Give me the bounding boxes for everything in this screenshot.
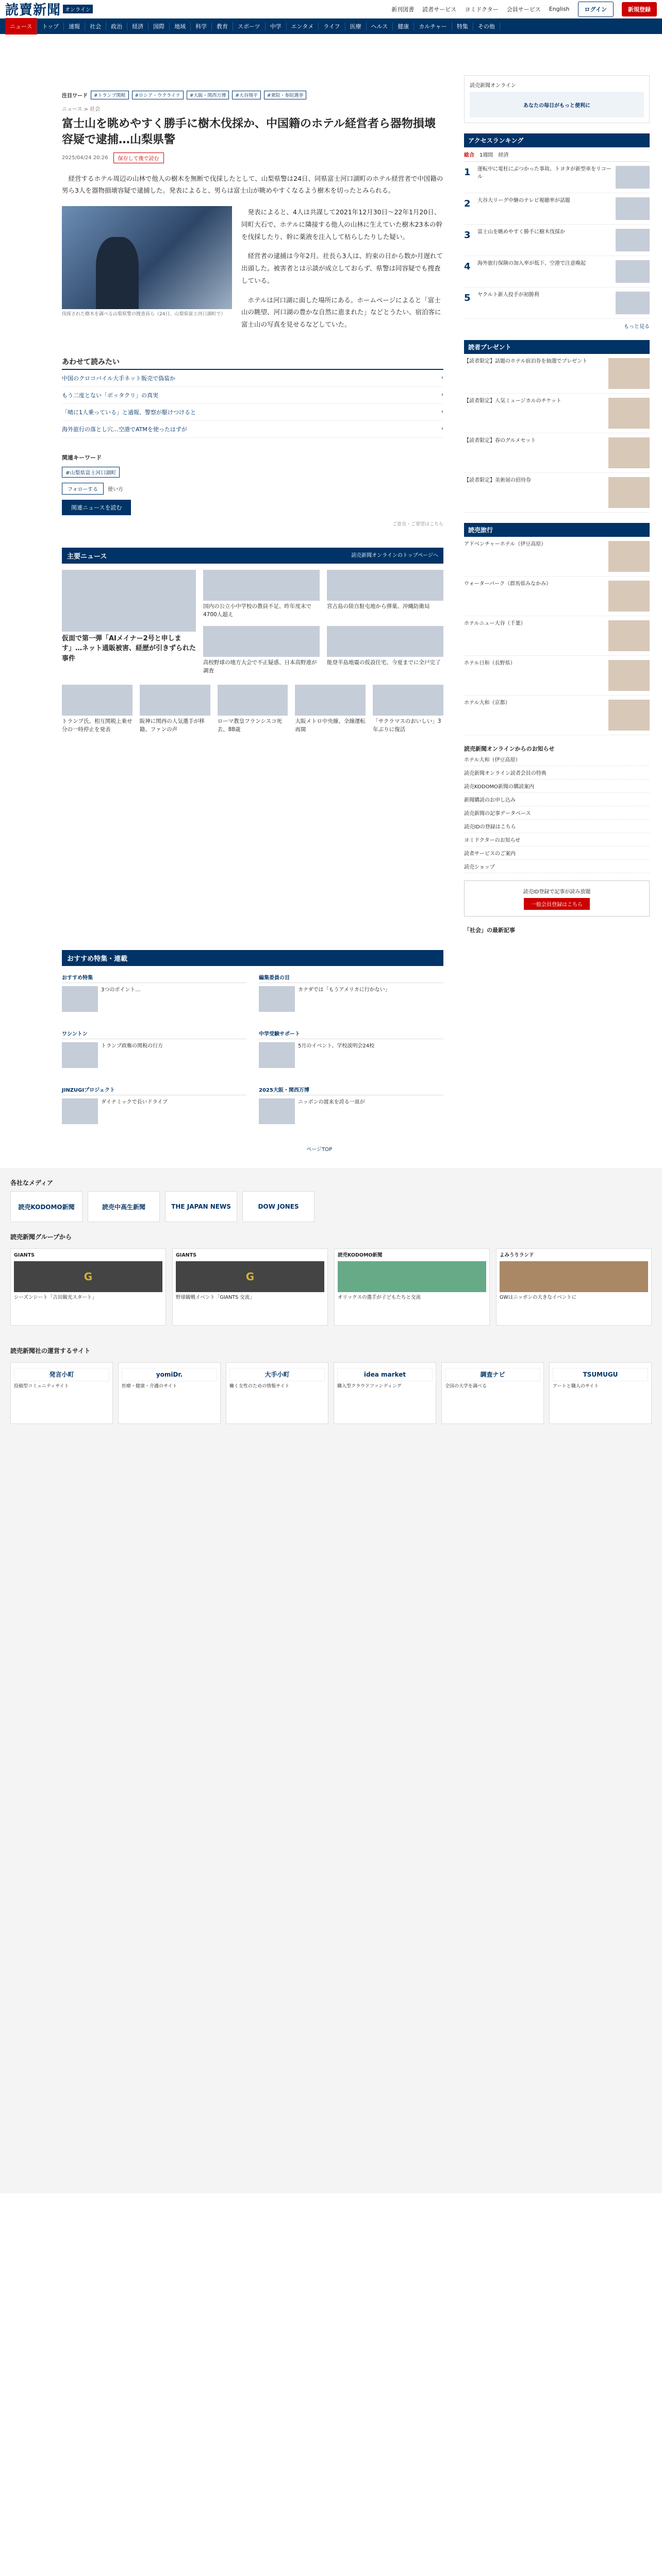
recommend-col-label: おすすめ特集: [62, 973, 246, 983]
present-item[interactable]: [464, 354, 650, 394]
recommend-thumbnail: [259, 1042, 295, 1068]
travel-item[interactable]: [464, 616, 650, 656]
top-news-feature[interactable]: [62, 570, 196, 675]
related-item-label: 「晴に1人乗っている」と通報、警察が駆けつけると: [62, 409, 196, 416]
related-item-label: 中国のクロコバイル大手ネット販売で偽装か: [62, 375, 175, 382]
sidebar-promo-banner: あなたの毎日がもっと便利に: [470, 92, 644, 117]
notice-link[interactable]: 読売新聞の記事データベース: [464, 806, 650, 820]
present-thumbnail: [608, 477, 650, 508]
keyword-tag[interactable]: #トランプ関税: [91, 91, 129, 99]
present-item[interactable]: [464, 473, 650, 513]
travel-title: ホテル大和（京都）: [464, 700, 510, 706]
news-thumbnail: [373, 685, 443, 716]
recommend-item[interactable]: [62, 1098, 246, 1124]
recommend-thumbnail: [62, 1098, 98, 1124]
news-title: ローマ教皇フランシスコ死去、88歳: [217, 718, 283, 733]
news-item[interactable]: [373, 685, 443, 734]
nav-link-books[interactable]: 新刊図書: [391, 6, 415, 13]
travel-item[interactable]: [464, 696, 650, 735]
keyword-label: 注目ワード: [62, 93, 88, 99]
nav-link-english[interactable]: English: [549, 6, 570, 12]
notice-link[interactable]: 読売ショップ: [464, 860, 650, 873]
keyword-tag[interactable]: #大阪・関西万博: [187, 91, 229, 99]
recommend-col-label: 2025大阪・関西万博: [259, 1086, 443, 1095]
register-text: 読売ID登録で記事が読み放題: [523, 889, 591, 895]
cat-tab-world[interactable]: 国際: [148, 22, 170, 30]
notice-link[interactable]: 読者サービスのご案内: [464, 846, 650, 860]
photo-row: [62, 206, 443, 331]
ranking-thumbnail: [616, 260, 650, 283]
footer-site-grid: [10, 1362, 652, 1424]
article-meta: [62, 152, 443, 163]
recommend-col: [259, 1086, 443, 1129]
media-logo[interactable]: DOW JONES: [242, 1191, 315, 1222]
nav-link-reader-service[interactable]: 読者サービス: [422, 6, 457, 13]
news-item[interactable]: [295, 685, 366, 734]
notice-link[interactable]: 読売IDの登録はこちら: [464, 820, 650, 833]
recommend-heading: おすすめ特集・連載: [67, 955, 128, 963]
news-item[interactable]: [62, 685, 133, 734]
top-nav: [391, 2, 657, 17]
site-logo: 発言小町: [14, 1368, 109, 1381]
recommend-thumbnail: [62, 1042, 98, 1068]
news-item[interactable]: [218, 685, 288, 734]
news-thumbnail: [327, 626, 443, 657]
site-logo: idea market: [337, 1368, 433, 1381]
travel-heading: 読売旅行: [464, 523, 650, 537]
media-logo[interactable]: THE JAPAN NEWS: [165, 1191, 237, 1222]
media-logo[interactable]: 読売中高生新聞: [88, 1191, 160, 1222]
group-text: GWはニッポンの大きなイベントに: [500, 1295, 577, 1301]
travel-title: ホテル日和（長野県）: [464, 660, 516, 666]
travel-item[interactable]: [464, 577, 650, 616]
news-thumbnail: [203, 626, 320, 657]
ranking-thumbnail: [616, 197, 650, 220]
travel-title: ホテルニュー大谷（千葉）: [464, 621, 526, 626]
travel-item[interactable]: [464, 656, 650, 696]
top-news-band: [62, 548, 443, 564]
recommend-title: 3つのポイント…: [101, 987, 141, 993]
ranking-tab-all[interactable]: 総合: [464, 152, 474, 158]
article-paragraph: 経営者の逮捕は今年2月。社長ら3人は、約束の日から数か月遅れて出頭した。被害者とは示談が成立しておらず、県警は同容疑でも捜査している。: [241, 252, 443, 284]
ranking-tab-week[interactable]: 1週間: [479, 152, 493, 158]
cat-tab-society[interactable]: 社会: [85, 22, 106, 30]
site-card[interactable]: [10, 1362, 113, 1424]
news-title: 阪神に関西の人気選手が移籍、ファンの声: [139, 718, 205, 733]
news-item[interactable]: [203, 626, 320, 675]
site-logo: TSUMUGU: [553, 1368, 648, 1381]
keyword-tag[interactable]: #大谷翔平: [232, 91, 261, 99]
news-thumbnail: [62, 685, 133, 716]
present-item[interactable]: [464, 433, 650, 473]
ranking-thumbnail: [616, 166, 650, 189]
related-item[interactable]: [62, 421, 443, 438]
group-org: よみうりランド: [500, 1252, 534, 1259]
site-card[interactable]: [441, 1362, 544, 1424]
sidebar: [454, 34, 650, 1129]
article-date: 2025/04/24 20:26: [62, 155, 108, 161]
notice-link[interactable]: 新聞購読のお申し込み: [464, 793, 650, 806]
related-item[interactable]: [62, 387, 443, 404]
cat-tab-sports[interactable]: スポーツ: [233, 22, 266, 30]
news-title: 高校野球の地方大会で不正疑惑、日本高野連が調査: [203, 659, 317, 674]
group-org: 読売KODOMO新聞: [338, 1252, 383, 1259]
related-item[interactable]: [62, 370, 443, 387]
article-paragraph: ホテルは河口湖に面した場所にある。ホームページによると「富士山の眺望、河口湖の豊かな自然に恵まれた」などとうたい、宿泊客に富士山の写真を見せるなどしていた。: [241, 296, 441, 329]
notice-link[interactable]: ホテル大和（伊豆高原）: [464, 753, 650, 766]
site-card[interactable]: [118, 1362, 221, 1424]
page-top-link[interactable]: ページTOP: [306, 1147, 332, 1153]
recommend-item[interactable]: [62, 1042, 246, 1068]
cat-tab-entertainment[interactable]: エンタメ: [287, 22, 319, 30]
ranking-title: ヤクルト新人投手が初勝利: [477, 292, 539, 298]
site-desc: 医療・健康・介護のサイト: [122, 1384, 177, 1389]
group-card[interactable]: [496, 1248, 652, 1326]
present-title: 【読者限定】話題のホテル宿泊券を抽選でプレゼント: [464, 359, 588, 364]
present-thumbnail: [608, 358, 650, 389]
group-card[interactable]: [334, 1248, 490, 1326]
group-image: [338, 1261, 486, 1292]
group-card[interactable]: [10, 1248, 166, 1326]
related-heading: [62, 357, 443, 370]
site-desc: 購入型クラウドファンディング: [337, 1384, 402, 1389]
chevron-right-icon: ›: [441, 408, 443, 415]
related-news-button[interactable]: 関連ニュースを読む: [62, 500, 131, 515]
cat-tab-junior[interactable]: 中学: [266, 22, 287, 30]
site-card[interactable]: [334, 1362, 436, 1424]
recommend-item[interactable]: [62, 986, 246, 1012]
ranking-number: 1: [464, 167, 471, 178]
footer-sites-heading: 読売新聞社の運営するサイト: [10, 1347, 91, 1355]
news-title: 仮面で第一弾「AIメイナー2号と申します」…ネット通販被害、経歴が引きずられた事件: [62, 634, 196, 663]
notice-list: [464, 753, 650, 873]
ranking-tabs: [464, 147, 650, 162]
recommend-col-label: ワシントン: [62, 1029, 246, 1039]
follow-button[interactable]: フォローする: [62, 483, 104, 495]
top-news-grid: [203, 570, 443, 675]
site-logo[interactable]: 読賣新聞: [5, 3, 61, 18]
news-title: 「サクラマスのおいしい」3年ぶりに復活: [373, 718, 441, 733]
ranking-title: 富士山を眺めやすく勝手に樹木伐採か: [477, 229, 565, 235]
cat-tab-economy[interactable]: 経済: [127, 22, 148, 30]
travel-thumbnail: [608, 700, 650, 731]
group-image: G: [176, 1261, 324, 1292]
site-desc: アートと職人のサイト: [553, 1384, 599, 1389]
news-title: 宮古島の陸自駐屯地から弾薬、沖縄防衛局: [327, 603, 430, 609]
top-news-more-link[interactable]: 読売新聞オンラインのトップページへ: [351, 552, 438, 558]
ranking-item[interactable]: [464, 162, 650, 193]
register-button[interactable]: 一般会員登録はこちら: [524, 898, 590, 910]
nav-link-member[interactable]: 会員サービス: [506, 6, 541, 13]
recommend-title: トランプ政権の関税の行方: [101, 1043, 163, 1049]
ranking-more-link[interactable]: もっと見る: [624, 324, 650, 330]
register-box: [464, 880, 650, 917]
ranking-item[interactable]: [464, 287, 650, 319]
news-title: トランプ氏、相互関税上乗せ分の一時停止を発表: [62, 718, 133, 733]
present-title: 【読者限定】人気ミュージカルのチケット: [464, 398, 561, 404]
article-title: 富士山を眺めやすく勝手に樹木伐採か、中国籍のホテル経営者ら器物損壊容疑で逮捕…山梨県警: [62, 117, 436, 146]
news-title: 能登半島地震の仮設住宅、今夏までに全戸完了: [327, 659, 441, 666]
ranking-number: 2: [464, 198, 471, 209]
travel-thumbnail: [608, 660, 650, 691]
recommend-col-label: JINZUGIプロジェクト: [62, 1086, 246, 1095]
news-thumbnail: [295, 685, 366, 716]
present-heading: 読者プレゼント: [464, 340, 650, 354]
site-logo: 大手小町: [229, 1368, 325, 1381]
chevron-right-icon: ›: [441, 425, 443, 432]
related-keywords-heading: 関連キーワード: [62, 454, 102, 461]
ranking-thumbnail: [616, 292, 650, 314]
site-logo: yomiDr.: [122, 1368, 217, 1381]
keyword-tag[interactable]: #山梨県富士河口湖町: [62, 467, 120, 478]
cat-tab-news[interactable]: ニュース: [5, 18, 37, 35]
group-text: 野球観戦イベント「GIANTS 交流」: [176, 1295, 255, 1301]
travel-item[interactable]: [464, 537, 650, 577]
recommend-thumbnail: [259, 986, 295, 1012]
article-body-side: [241, 206, 443, 331]
site-logo: 調査ナビ: [445, 1368, 540, 1381]
chevron-right-icon: ›: [441, 391, 443, 398]
footer-media-heading: 各社なメディア: [10, 1179, 54, 1187]
present-title: 【読者限定】美術展の招待券: [464, 478, 531, 483]
sidebar-promo[interactable]: [464, 75, 650, 123]
ranking-title: 海外旅行保険の加入率が低下、空港で注意喚起: [477, 261, 586, 266]
ranking-title: 大谷大リーグ中継のテレビ視聴率が話題: [477, 198, 570, 204]
group-card[interactable]: [172, 1248, 328, 1326]
group-text: シーズンシート「吉田観光スタート」: [14, 1295, 97, 1301]
group-image: [500, 1261, 648, 1292]
cat-tab-top[interactable]: トップ: [37, 22, 64, 30]
cat-tab-medical[interactable]: 医療: [345, 22, 367, 30]
recommend-col-label: 中学受験サポート: [259, 1029, 443, 1039]
cat-tab-education[interactable]: 教育: [212, 22, 233, 30]
recommend-thumbnail: [259, 1098, 295, 1124]
recommend-title: ニッポンの渡来を誇る一皿が: [298, 1099, 365, 1106]
site-desc: 投稿型コミュニティサイト: [14, 1384, 69, 1389]
notice-heading: 読売新聞オンラインからのお知らせ: [464, 745, 555, 752]
site-card[interactable]: [226, 1362, 328, 1424]
related-keywords: [62, 467, 443, 478]
top-news-lead: [62, 570, 443, 675]
notice-link[interactable]: ヨミドクターのお知らせ: [464, 833, 650, 846]
ranking-number: 5: [464, 293, 471, 303]
save-for-later-button[interactable]: 保存して後で読む: [113, 152, 164, 163]
group-org: GIANTS: [14, 1252, 35, 1259]
footer-media-row: [10, 1191, 652, 1222]
chevron-right-icon: ›: [441, 374, 443, 381]
recommend-col: [62, 1086, 246, 1129]
top-news-heading: 主要ニュース: [67, 552, 107, 561]
recommend-item[interactable]: [259, 1098, 443, 1124]
site-logo-sub: オンライン: [63, 5, 93, 13]
recommend-col: [259, 1029, 443, 1073]
related-heading-label: あわせて読みたい: [62, 358, 120, 366]
follow-row: [62, 483, 443, 495]
news-thumbnail: [327, 570, 443, 601]
related-list: [62, 370, 443, 438]
top-news-row: [62, 685, 443, 734]
news-item[interactable]: [327, 570, 443, 619]
keyword-tag[interactable]: #ロシア・ウクライナ: [132, 91, 184, 99]
article-lead: 経営するホテル周辺の山林で他人の樹木を無断で伐採したとして、山梨県警は24日、同県富士河口湖町のホテル経営者で中国籍の男ら3人を器物損壊容疑で逮捕した。発表によると、男らは富士山が眺めやすくなるよう樹木を切ったとみられる。: [62, 174, 443, 195]
cat-tab-special[interactable]: 特集: [452, 22, 473, 30]
recommend-item[interactable]: [259, 986, 443, 1012]
top-header: [0, 0, 662, 19]
news-thumbnail: [62, 570, 196, 632]
cat-tab-culture[interactable]: カルチャー: [414, 22, 452, 30]
recommend-title: ダイナミックで長いドライブ: [101, 1099, 168, 1106]
login-button[interactable]: ログイン: [578, 2, 614, 17]
subscribe-button[interactable]: 新規登録: [622, 2, 657, 16]
present-thumbnail: [608, 398, 650, 429]
footer-group-heading: 読売新聞グループから: [10, 1233, 72, 1241]
cat-tab-politics[interactable]: 政治: [106, 22, 127, 30]
notice-link[interactable]: 読売KODOMO新聞の購読案内: [464, 779, 650, 793]
news-title: 国内の公立小中学校の教員不足、昨年度末で4700人超え: [203, 603, 311, 618]
cat-tab-science[interactable]: 科学: [191, 22, 212, 30]
ranking-number: 4: [464, 261, 471, 272]
ranking-thumbnail: [616, 229, 650, 251]
travel-title: アドベンチャーホテル（伊豆高原）: [464, 541, 547, 547]
related-item[interactable]: [62, 404, 443, 421]
category-nav: [0, 19, 662, 34]
cat-tab-other[interactable]: その他: [473, 22, 500, 30]
local-heading: 「社会」の最新記事: [464, 927, 515, 934]
recommend-col: [62, 973, 246, 1017]
cat-tab-local[interactable]: 地域: [170, 22, 191, 30]
news-item[interactable]: [203, 570, 320, 619]
recommend-col: [259, 973, 443, 1017]
ranking-number: 3: [464, 230, 471, 241]
travel-thumbnail: [608, 541, 650, 572]
page-wrap: [0, 34, 662, 1129]
main-column: [10, 34, 454, 1129]
recommend-title: 5月のイベント、学校説明会24校: [298, 1043, 375, 1049]
group-image: G: [14, 1261, 162, 1292]
present-thumbnail: [608, 437, 650, 468]
recommend-col: [62, 1029, 246, 1073]
news-title: 大阪メトロ中央線、全線運転再開: [295, 718, 366, 733]
cat-tab-health[interactable]: ヘルス: [367, 22, 393, 30]
sidebar-promo-title: 読売新聞オンライン: [470, 83, 516, 89]
footer: [0, 1168, 662, 2193]
ranking-tab-economy[interactable]: 経済: [498, 152, 509, 158]
article-photo[interactable]: [62, 206, 232, 309]
feedback-link[interactable]: ご意見・ご要望はこちら: [392, 521, 443, 527]
travel-thumbnail: [608, 581, 650, 612]
keyword-tag[interactable]: #衆院・参院選挙: [264, 91, 307, 99]
group-org: GIANTS: [176, 1252, 196, 1259]
notice-link[interactable]: 読売新聞オンライン読者会員の特典: [464, 766, 650, 779]
footer-group-grid: [10, 1248, 652, 1326]
site-card[interactable]: [549, 1362, 652, 1424]
breadcrumb[interactable]: ニュース > 社会: [62, 107, 101, 112]
ranking-item[interactable]: [464, 193, 650, 225]
recommend-title: カナダでは「もうアメリカに行かない」: [298, 987, 390, 993]
follow-help-link[interactable]: 使い方: [108, 486, 123, 493]
cat-tab-life[interactable]: ライフ: [319, 22, 345, 30]
recommend-thumbnail: [62, 986, 98, 1012]
news-thumbnail: [218, 685, 288, 716]
recommend-band: [62, 950, 443, 966]
news-item[interactable]: [327, 626, 443, 675]
nav-link-yomidr[interactable]: ヨミドクター: [465, 6, 499, 13]
ranking-item[interactable]: [464, 225, 650, 256]
travel-title: ウォーターパーク（群馬県みなかみ）: [464, 581, 552, 587]
related-item-label: 海外旅行の落とし穴…空港でATMを使ったはずが: [62, 426, 187, 433]
related-item-label: もう二度とない「ボッタクリ」の真実: [62, 392, 158, 399]
ranking-item[interactable]: [464, 256, 650, 287]
cat-tab-wellness[interactable]: 健康: [393, 22, 414, 30]
site-desc: 働く女性のための情報サイト: [229, 1384, 290, 1389]
ranking-title: 運転中に電柱にぶつかった事故、トヨタが新型車をリコール: [477, 166, 611, 180]
article-paragraph: 発表によると、4人は共謀して2021年12月30日〜22年1月20日、同町大石で、ホテルに隣接する他人の山林に生えていた樹木23本の幹を伐採したり、幹に薬液を注入して枯らしたりした疑い。: [241, 208, 443, 241]
travel-thumbnail: [608, 620, 650, 651]
present-title: 【読者限定】春のグルメセット: [464, 438, 536, 444]
photo-caption: 伐採された樹木を調べる山梨県警の捜査員ら（24日、山梨県富士河口湖町で）: [62, 312, 226, 317]
news-item[interactable]: [140, 685, 210, 734]
recommend-grid: [62, 973, 443, 1129]
media-logo[interactable]: 読売KODOMO新聞: [10, 1191, 82, 1222]
news-thumbnail: [203, 570, 320, 601]
news-thumbnail: [140, 685, 210, 716]
present-item[interactable]: [464, 394, 650, 433]
keyword-bar: [62, 91, 443, 99]
site-desc: 全国の大学を調べる: [445, 1384, 487, 1389]
recommend-item[interactable]: [259, 1042, 443, 1068]
recommend-col-label: 編集委員の目: [259, 973, 443, 983]
ranking-heading: アクセスランキング: [464, 133, 650, 147]
cat-tab-breaking[interactable]: 速報: [64, 22, 85, 30]
group-text: オリックスの選手が子どもたちと交流: [338, 1295, 421, 1301]
